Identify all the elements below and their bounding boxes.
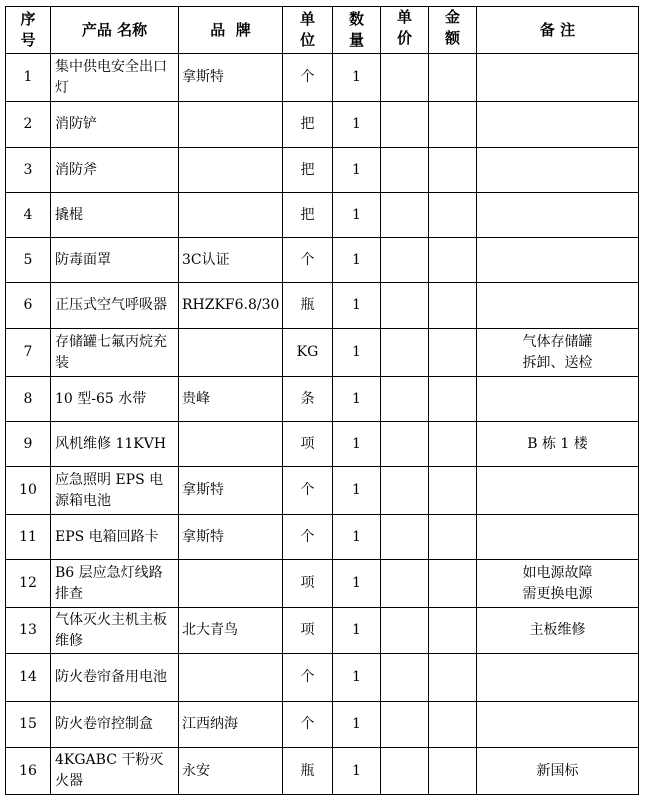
product-name: 撬棍 <box>51 193 179 238</box>
header-brand: 品 牌 <box>179 7 283 54</box>
quantity-cell: 1 <box>333 608 381 654</box>
amount-cell <box>429 283 477 329</box>
product-name: 应急照明 EPS 电源箱电池 <box>51 467 179 515</box>
amount-cell <box>429 422 477 467</box>
unit-price-cell <box>381 748 429 795</box>
row-index: 16 <box>6 748 51 795</box>
table-row <box>6 377 639 422</box>
table-row <box>6 608 639 654</box>
amount-cell <box>429 654 477 702</box>
unit-price-cell <box>381 102 429 148</box>
header-index: 序 号 <box>6 7 51 54</box>
unit-price-cell <box>381 608 429 654</box>
brand-cell <box>179 148 283 193</box>
remark-cell <box>477 377 639 422</box>
product-name: 消防铲 <box>51 102 179 148</box>
unit-cell: 项 <box>283 422 333 467</box>
remark-cell <box>477 238 639 283</box>
remark-cell: 如电源故障需更换电源 <box>477 560 639 608</box>
brand-cell: 3C认证 <box>179 238 283 283</box>
brand-cell: 贵峰 <box>179 377 283 422</box>
remark-cell: 主板维修 <box>477 608 639 654</box>
unit-price-cell <box>381 148 429 193</box>
unit-price-cell <box>381 515 429 560</box>
remark-cell <box>477 148 639 193</box>
header-row <box>6 7 639 54</box>
header-amount: 金 额 <box>429 7 477 54</box>
amount-cell <box>429 608 477 654</box>
brand-cell <box>179 560 283 608</box>
amount-cell <box>429 377 477 422</box>
remark-cell: 气体存储罐拆卸、送检 <box>477 329 639 377</box>
quantity-cell: 1 <box>333 422 381 467</box>
remark-cell <box>477 54 639 102</box>
amount-cell <box>429 560 477 608</box>
remark-cell <box>477 654 639 702</box>
row-index: 6 <box>6 283 51 329</box>
table-row <box>6 238 639 283</box>
table-row <box>6 748 639 795</box>
table-body <box>6 54 639 795</box>
table-row <box>6 422 639 467</box>
header-name: 产品 名称 <box>51 7 179 54</box>
unit-price-cell <box>381 467 429 515</box>
product-name: 4KGABC 干粉灭火器 <box>51 748 179 795</box>
unit-price-cell <box>381 377 429 422</box>
header-price: 单 价 <box>381 7 429 54</box>
brand-cell <box>179 193 283 238</box>
unit-cell: KG <box>283 329 333 377</box>
product-name: 气体灭火主机主板维修 <box>51 608 179 654</box>
header-qty: 数 量 <box>333 7 381 54</box>
product-name: 风机维修 11KVH <box>51 422 179 467</box>
unit-cell: 个 <box>283 654 333 702</box>
row-index: 9 <box>6 422 51 467</box>
brand-cell <box>179 654 283 702</box>
table-row <box>6 283 639 329</box>
table-row <box>6 148 639 193</box>
row-index: 1 <box>6 54 51 102</box>
table-row <box>6 54 639 102</box>
quantity-cell: 1 <box>333 748 381 795</box>
quantity-cell: 1 <box>333 467 381 515</box>
brand-cell <box>179 102 283 148</box>
unit-cell: 把 <box>283 193 333 238</box>
table-row <box>6 515 639 560</box>
quantity-cell: 1 <box>333 515 381 560</box>
header-remark: 备 注 <box>477 7 639 54</box>
row-index: 11 <box>6 515 51 560</box>
table-row <box>6 702 639 748</box>
row-index: 3 <box>6 148 51 193</box>
product-name: 存储罐七氟丙烷充装 <box>51 329 179 377</box>
brand-cell <box>179 422 283 467</box>
brand-cell <box>179 329 283 377</box>
amount-cell <box>429 102 477 148</box>
unit-cell: 瓶 <box>283 283 333 329</box>
product-name: 消防斧 <box>51 148 179 193</box>
product-name: 集中供电安全出口灯 <box>51 54 179 102</box>
row-index: 10 <box>6 467 51 515</box>
row-index: 7 <box>6 329 51 377</box>
unit-price-cell <box>381 329 429 377</box>
row-index: 8 <box>6 377 51 422</box>
unit-price-cell <box>381 54 429 102</box>
amount-cell <box>429 515 477 560</box>
row-index: 15 <box>6 702 51 748</box>
unit-cell: 条 <box>283 377 333 422</box>
product-name: 防火卷帘备用电池 <box>51 654 179 702</box>
row-index: 14 <box>6 654 51 702</box>
unit-cell: 把 <box>283 148 333 193</box>
unit-cell: 个 <box>283 238 333 283</box>
unit-cell: 把 <box>283 102 333 148</box>
quantity-cell: 1 <box>333 148 381 193</box>
remark-cell <box>477 102 639 148</box>
amount-cell <box>429 748 477 795</box>
product-name: 防火卷帘控制盒 <box>51 702 179 748</box>
remark-cell <box>477 283 639 329</box>
amount-cell <box>429 702 477 748</box>
remark-cell <box>477 515 639 560</box>
remark-cell <box>477 193 639 238</box>
quantity-cell: 1 <box>333 102 381 148</box>
unit-price-cell <box>381 193 429 238</box>
brand-cell: RHZKF6.8/30 <box>179 283 283 329</box>
quantity-cell: 1 <box>333 654 381 702</box>
unit-price-cell <box>381 560 429 608</box>
row-index: 4 <box>6 193 51 238</box>
table-row <box>6 329 639 377</box>
product-name: 10 型-65 水带 <box>51 377 179 422</box>
product-name: EPS 电箱回路卡 <box>51 515 179 560</box>
amount-cell <box>429 148 477 193</box>
table-row <box>6 654 639 702</box>
quantity-cell: 1 <box>333 560 381 608</box>
quantity-cell: 1 <box>333 193 381 238</box>
amount-cell <box>429 467 477 515</box>
table-row <box>6 560 639 608</box>
table-row <box>6 467 639 515</box>
table-row <box>6 193 639 238</box>
brand-cell: 永安 <box>179 748 283 795</box>
quantity-cell: 1 <box>333 329 381 377</box>
unit-cell: 瓶 <box>283 748 333 795</box>
row-index: 2 <box>6 102 51 148</box>
remark-cell: 新国标 <box>477 748 639 795</box>
brand-cell: 拿斯特 <box>179 515 283 560</box>
unit-cell: 个 <box>283 467 333 515</box>
quantity-cell: 1 <box>333 283 381 329</box>
brand-cell: 江西纳海 <box>179 702 283 748</box>
brand-cell: 北大青鸟 <box>179 608 283 654</box>
unit-price-cell <box>381 422 429 467</box>
quantity-cell: 1 <box>333 238 381 283</box>
product-table <box>5 6 639 795</box>
unit-price-cell <box>381 654 429 702</box>
quantity-cell: 1 <box>333 377 381 422</box>
product-name: 正压式空气呼吸器 <box>51 283 179 329</box>
unit-price-cell <box>381 702 429 748</box>
remark-cell: B 栋 1 楼 <box>477 422 639 467</box>
unit-cell: 个 <box>283 515 333 560</box>
table-row <box>6 102 639 148</box>
unit-cell: 个 <box>283 54 333 102</box>
unit-cell: 个 <box>283 702 333 748</box>
product-name: B6 层应急灯线路排查 <box>51 560 179 608</box>
row-index: 12 <box>6 560 51 608</box>
amount-cell <box>429 238 477 283</box>
unit-price-cell <box>381 283 429 329</box>
unit-cell: 项 <box>283 560 333 608</box>
unit-price-cell <box>381 238 429 283</box>
amount-cell <box>429 193 477 238</box>
quantity-cell: 1 <box>333 54 381 102</box>
brand-cell: 拿斯特 <box>179 54 283 102</box>
row-index: 13 <box>6 608 51 654</box>
remark-cell <box>477 467 639 515</box>
unit-cell: 项 <box>283 608 333 654</box>
amount-cell <box>429 329 477 377</box>
row-index: 5 <box>6 238 51 283</box>
amount-cell <box>429 54 477 102</box>
product-name: 防毒面罩 <box>51 238 179 283</box>
header-unit: 单 位 <box>283 7 333 54</box>
quantity-cell: 1 <box>333 702 381 748</box>
remark-cell <box>477 702 639 748</box>
brand-cell: 拿斯特 <box>179 467 283 515</box>
